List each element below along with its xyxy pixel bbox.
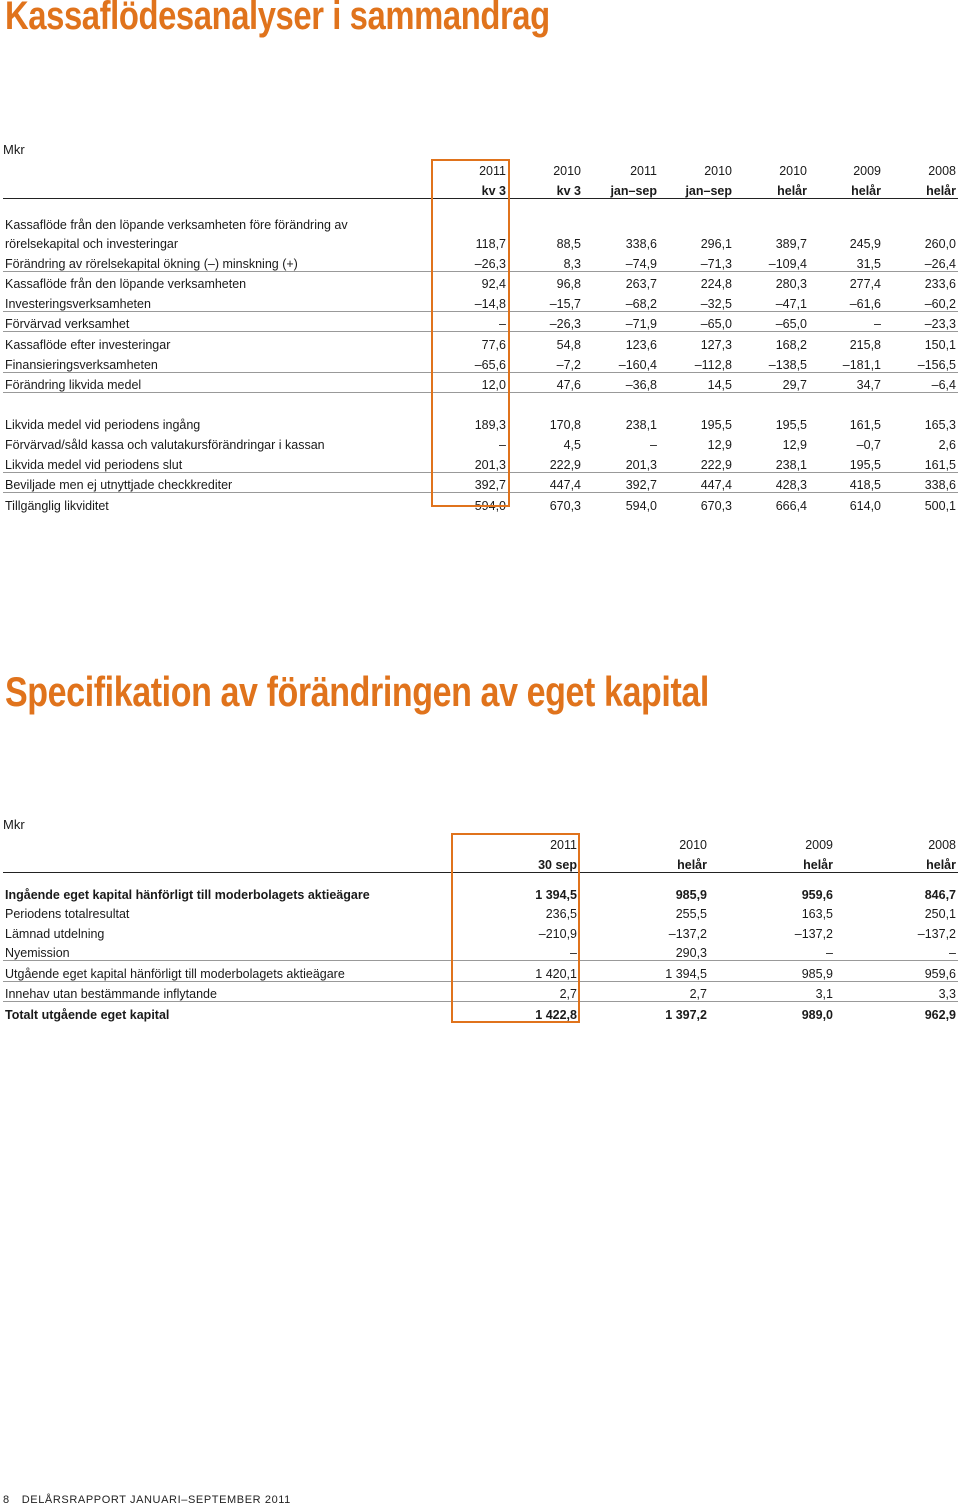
cell-value: 2,7 xyxy=(579,981,709,1002)
cell-value: 277,4 xyxy=(849,277,881,292)
table-row xyxy=(3,1002,958,1022)
cell-value xyxy=(734,198,809,232)
page-footer xyxy=(3,1494,291,1506)
cell-value: –36,8 xyxy=(583,372,659,393)
header-spacer xyxy=(3,852,453,872)
cell-value: 189,3 xyxy=(474,418,506,433)
cell-value xyxy=(809,393,883,413)
row-label: Periodens totalresultat xyxy=(5,907,130,922)
table-row xyxy=(3,413,958,433)
cell-value: –71,9 xyxy=(583,311,659,332)
cell-value: 96,8 xyxy=(556,277,581,292)
cell-value: 418,5 xyxy=(809,472,883,493)
cell-value: –61,6 xyxy=(809,291,883,311)
table-row xyxy=(3,251,958,271)
cell-value: 29,7 xyxy=(734,372,809,393)
table-row xyxy=(3,872,958,902)
section-title: Specifikation av förändringen av eget kapital xyxy=(5,668,709,715)
row-label: Kassaflöde från den löpande verksamheten före förändring av xyxy=(5,217,348,232)
cell-value: –112,8 xyxy=(659,352,734,372)
cell-value: –47,1 xyxy=(734,291,809,311)
table-row xyxy=(3,961,958,982)
cell-value: 1 394,5 xyxy=(579,961,709,982)
cell-value: – xyxy=(709,941,835,961)
column-period: jan–sep xyxy=(583,178,659,198)
row-label: Finansieringsverksamheten xyxy=(3,352,433,372)
cell-value: 238,1 xyxy=(734,452,809,472)
table-row xyxy=(3,291,958,311)
cell-value: 238,1 xyxy=(625,418,657,433)
column-period: kv 3 xyxy=(508,178,583,198)
cell-value: – xyxy=(809,311,883,332)
cell-value: 2,7 xyxy=(453,981,579,1002)
cell-value: 47,6 xyxy=(508,372,583,393)
cell-value: 123,6 xyxy=(625,338,657,353)
header-row-years xyxy=(3,833,958,852)
column-period: kv 3 xyxy=(433,178,508,198)
table-row xyxy=(3,332,958,352)
cell-value: 290,3 xyxy=(579,941,709,961)
row-label: Nyemission xyxy=(3,941,453,961)
cell-value: 88,5 xyxy=(556,237,581,252)
cell-value: 1 420,1 xyxy=(453,961,579,982)
cell-value: –26,3 xyxy=(508,311,583,332)
cell-value xyxy=(433,393,508,413)
cell-value: 614,0 xyxy=(849,498,881,513)
header-row-periods xyxy=(3,852,958,872)
cell-value: 150,1 xyxy=(924,338,956,353)
cell-value: –181,1 xyxy=(809,352,883,372)
column-period: helår xyxy=(709,852,835,872)
cell-value: 245,9 xyxy=(849,237,881,252)
cell-value xyxy=(583,198,659,232)
cell-value: –32,5 xyxy=(659,291,734,311)
cell-value: 222,9 xyxy=(508,452,583,472)
cell-value: –137,2 xyxy=(917,926,956,941)
column-year: 2009 xyxy=(853,164,881,178)
cell-value xyxy=(734,393,809,413)
row-label: Tillgänglig likviditet xyxy=(5,498,109,513)
table-row xyxy=(3,493,958,513)
cell-value: 161,5 xyxy=(883,452,958,472)
cell-value: 3,1 xyxy=(709,981,835,1002)
cell-value: –6,4 xyxy=(883,372,958,393)
cell-value: 989,0 xyxy=(801,1008,833,1023)
cell-value: 127,3 xyxy=(700,338,732,353)
cell-value: –137,2 xyxy=(668,926,707,941)
column-year: 2008 xyxy=(928,164,956,178)
table-row xyxy=(3,902,958,922)
table-row xyxy=(3,232,958,252)
column-period: helår xyxy=(579,852,709,872)
cell-value: –0,7 xyxy=(856,438,881,453)
cell-value: 296,1 xyxy=(700,237,732,252)
table-row xyxy=(3,941,958,961)
cell-value: 846,7 xyxy=(924,887,956,902)
equity-table xyxy=(3,833,958,1022)
row-label: Kassaflöde från den löpande verksamheten xyxy=(5,277,247,292)
column-period: 30 sep xyxy=(453,852,579,872)
column-period: jan–sep xyxy=(659,178,734,198)
cell-value: 195,5 xyxy=(700,418,732,433)
cell-value: 392,7 xyxy=(433,472,508,493)
cell-value: –60,2 xyxy=(883,291,958,311)
cell-value xyxy=(508,198,583,232)
cell-value xyxy=(583,393,659,413)
column-year: 2008 xyxy=(928,838,956,852)
column-period: helår xyxy=(809,178,883,198)
table-row xyxy=(3,393,958,413)
cell-value xyxy=(883,393,958,413)
row-label: Förvärvad verksamhet xyxy=(3,311,433,332)
cell-value: 594,0 xyxy=(625,498,657,513)
table-row xyxy=(3,372,958,393)
cell-value: –156,5 xyxy=(883,352,958,372)
cell-value: –26,4 xyxy=(883,251,958,271)
table-row xyxy=(3,311,958,332)
cell-value: 224,8 xyxy=(700,277,732,292)
cell-value xyxy=(883,198,958,232)
table-row xyxy=(3,981,958,1002)
cell-value: –210,9 xyxy=(538,926,577,941)
table-row xyxy=(3,352,958,372)
cell-value: 985,9 xyxy=(709,961,835,982)
table-row xyxy=(3,198,958,232)
column-year: 2010 xyxy=(553,164,581,178)
header-row-periods xyxy=(3,178,958,198)
unit-label-2: Mkr xyxy=(3,817,25,832)
cell-value: 2,6 xyxy=(938,438,956,453)
cell-value: 263,7 xyxy=(625,277,657,292)
row-label: Förvärvad/såld kassa och valutakursförändringar i kassan xyxy=(5,438,325,453)
cell-value: 392,7 xyxy=(583,472,659,493)
header-spacer xyxy=(3,178,433,198)
cell-value: 12,9 xyxy=(782,438,807,453)
cell-value: –7,2 xyxy=(508,352,583,372)
cell-value: –138,5 xyxy=(734,352,809,372)
cell-value: – xyxy=(499,438,506,453)
cell-value: 255,5 xyxy=(675,907,707,922)
cell-value: 201,3 xyxy=(433,452,508,472)
cell-value: 77,6 xyxy=(481,338,506,353)
column-year: 2010 xyxy=(704,164,732,178)
row-label xyxy=(3,393,433,413)
row-label: Totalt utgående eget kapital xyxy=(5,1008,170,1023)
cell-value: 31,5 xyxy=(809,251,883,271)
cell-value: 959,6 xyxy=(835,961,958,982)
cell-value: 389,7 xyxy=(775,237,807,252)
cell-value: 338,6 xyxy=(625,237,657,252)
cell-value: 670,3 xyxy=(700,498,732,513)
cell-value: – xyxy=(835,941,958,961)
cell-value: 165,3 xyxy=(924,418,956,433)
unit-label: Mkr xyxy=(3,142,25,157)
header-row-years xyxy=(3,159,958,178)
column-year: 2011 xyxy=(479,164,506,178)
cell-value: 12,9 xyxy=(707,438,732,453)
cell-value: 8,3 xyxy=(508,251,583,271)
cell-value: –26,3 xyxy=(433,251,508,271)
cell-value: –71,3 xyxy=(659,251,734,271)
row-label: Beviljade men ej utnyttjade checkkrediter xyxy=(3,472,433,493)
table-row xyxy=(3,432,958,452)
cell-value: –14,8 xyxy=(433,291,508,311)
cell-value: 338,6 xyxy=(883,472,958,493)
row-label: Utgående eget kapital hänförligt till moderbolagets aktieägare xyxy=(3,961,453,982)
footer-text: DELÅRSRAPPORT JANUARI–SEPTEMBER 2011 xyxy=(21,1494,291,1506)
cell-value: 54,8 xyxy=(556,338,581,353)
cell-value: 3,3 xyxy=(835,981,958,1002)
table-row xyxy=(3,271,958,291)
cell-value: 1 422,8 xyxy=(535,1008,577,1023)
cell-value: 985,9 xyxy=(675,887,707,902)
column-year: 2009 xyxy=(805,838,833,852)
cell-value: 670,3 xyxy=(549,498,581,513)
row-label: Likvida medel vid periodens slut xyxy=(3,452,433,472)
page-title: Kassaflödesanalyser i sammandrag xyxy=(5,0,550,38)
header-spacer xyxy=(3,159,433,178)
cell-value: –65,0 xyxy=(734,311,809,332)
cell-value: 34,7 xyxy=(809,372,883,393)
row-label: Likvida medel vid periodens ingång xyxy=(5,418,201,433)
cell-value: 195,5 xyxy=(775,418,807,433)
cell-value: 594,0 xyxy=(474,498,506,513)
header-spacer xyxy=(3,833,453,852)
cell-value: –160,4 xyxy=(583,352,659,372)
row-label: Innehav utan bestämmande inflytande xyxy=(3,981,453,1002)
cashflow-table xyxy=(3,159,958,513)
column-period: helår xyxy=(883,178,958,198)
cell-value: 118,7 xyxy=(475,237,506,252)
cell-value: 447,4 xyxy=(659,472,734,493)
cell-value: 500,1 xyxy=(924,498,956,513)
cell-value: 250,1 xyxy=(924,907,956,922)
cell-value: –137,2 xyxy=(794,926,833,941)
cell-value: –68,2 xyxy=(583,291,659,311)
cell-value: 962,9 xyxy=(924,1008,956,1023)
cell-value: 260,0 xyxy=(924,237,956,252)
table-row xyxy=(3,452,958,472)
cell-value: 1 394,5 xyxy=(535,887,577,902)
column-year: 2010 xyxy=(679,838,707,852)
cell-value: –65,0 xyxy=(659,311,734,332)
table-row xyxy=(3,472,958,493)
cell-value: 168,2 xyxy=(775,338,807,353)
cell-value: –15,7 xyxy=(508,291,583,311)
cell-value: 233,6 xyxy=(924,277,956,292)
cell-value: 1 397,2 xyxy=(665,1008,707,1023)
page-number: 8 xyxy=(3,1494,10,1506)
cell-value: – xyxy=(453,941,579,961)
column-year: 2011 xyxy=(550,838,577,852)
column-period: helår xyxy=(835,852,958,872)
cell-value: 280,3 xyxy=(775,277,807,292)
cell-value: 215,8 xyxy=(849,338,881,353)
cell-value: –65,6 xyxy=(433,352,508,372)
cell-value: – xyxy=(433,311,508,332)
cell-value: –74,9 xyxy=(583,251,659,271)
cell-value: –23,3 xyxy=(883,311,958,332)
cell-value xyxy=(433,198,508,232)
cell-value: 959,6 xyxy=(801,887,833,902)
cell-value: 161,5 xyxy=(849,418,881,433)
row-label: Ingående eget kapital hänförligt till moderbolagets aktieägare xyxy=(5,887,370,902)
row-label: Kassaflöde efter investeringar xyxy=(5,338,171,353)
cell-value: – xyxy=(650,438,657,453)
row-label: Förändring av rörelsekapital ökning (–) minskning (+) xyxy=(3,251,433,271)
cell-value xyxy=(659,393,734,413)
cell-value xyxy=(508,393,583,413)
cell-value: 14,5 xyxy=(659,372,734,393)
cell-value: –109,4 xyxy=(734,251,809,271)
cell-value xyxy=(659,198,734,232)
cell-value: 201,3 xyxy=(583,452,659,472)
cell-value: 12,0 xyxy=(433,372,508,393)
cell-value: 236,5 xyxy=(545,907,577,922)
cell-value: 666,4 xyxy=(775,498,807,513)
column-year: 2011 xyxy=(630,164,657,178)
column-period: helår xyxy=(734,178,809,198)
cell-value: 92,4 xyxy=(481,277,506,292)
row-label: Förändring likvida medel xyxy=(3,372,433,393)
cell-value: 195,5 xyxy=(809,452,883,472)
cell-value: 4,5 xyxy=(563,438,581,453)
column-year: 2010 xyxy=(779,164,807,178)
cell-value: 222,9 xyxy=(659,452,734,472)
table-row xyxy=(3,921,958,941)
cell-value xyxy=(809,198,883,232)
cell-value: 170,8 xyxy=(549,418,581,433)
row-label: rörelsekapital och investeringar xyxy=(5,237,179,252)
cell-value: 428,3 xyxy=(734,472,809,493)
row-label: Lämnad utdelning xyxy=(5,926,105,941)
row-label: Investeringsverksamheten xyxy=(3,291,433,311)
cell-value: 447,4 xyxy=(508,472,583,493)
cell-value: 163,5 xyxy=(801,907,833,922)
